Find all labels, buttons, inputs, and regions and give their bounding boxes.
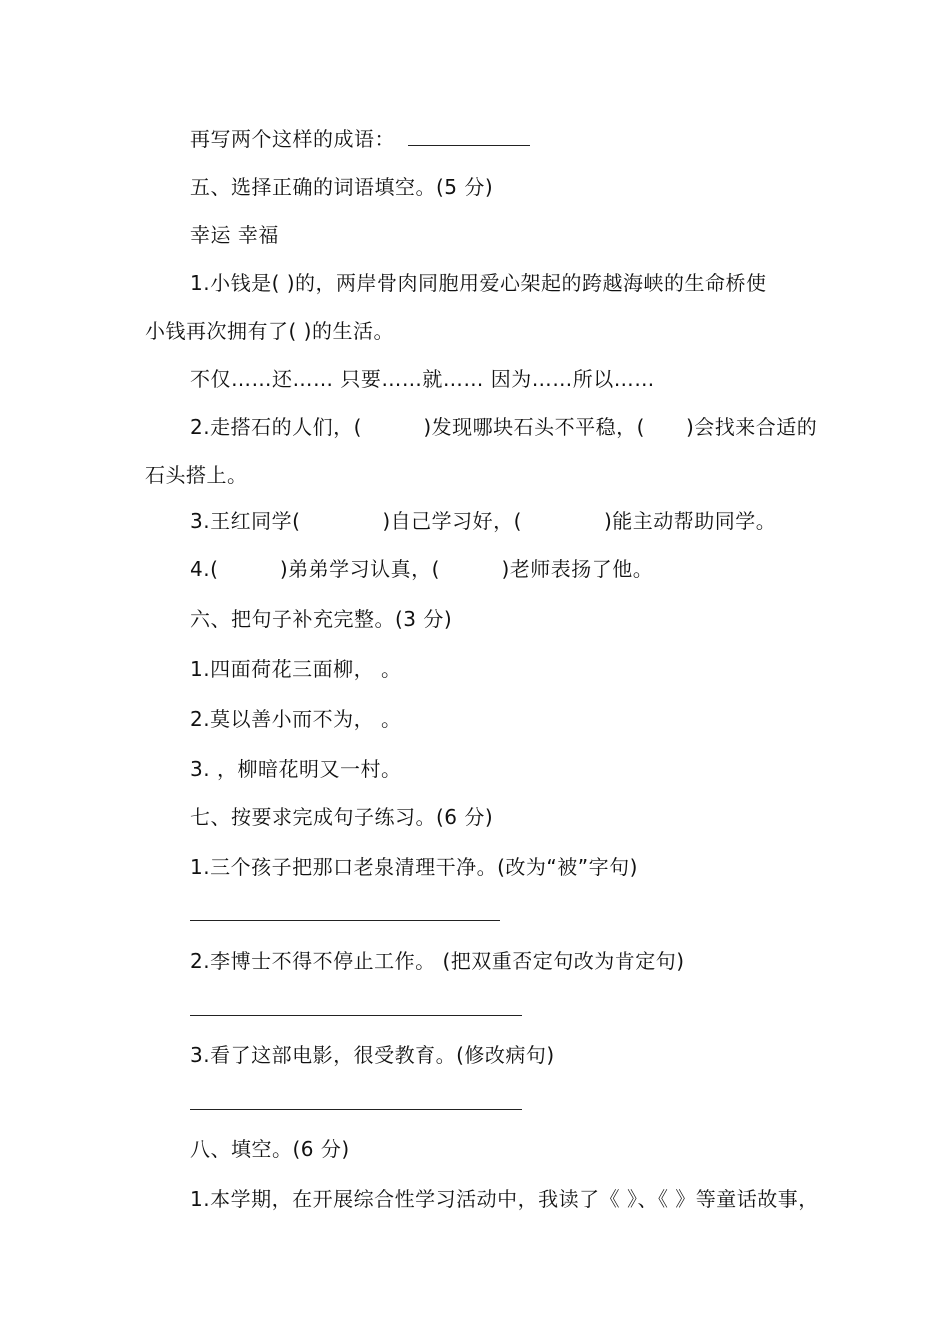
section-6-heading: 六、把句子补充完整。(3 分) (190, 607, 453, 631)
word-options-conjunctions: 不仅……还…… 只要……就…… 因为……所以…… (190, 367, 655, 391)
idiom-prompt-text: 再写两个这样的成语： (190, 127, 395, 151)
idiom-answer-blank[interactable] (408, 125, 530, 146)
question-5-1-line-2: 小钱再次拥有了( )的生活。 (145, 319, 394, 343)
question-5-1-line-1: 1.小钱是( )的，两岸骨肉同胞用爱心架起的跨越海峡的生命桥使 (190, 271, 767, 295)
question-5-4: 4.( )弟弟学习认真，( )老师表扬了他。 (190, 557, 654, 581)
question-5-2-line-1: 2.走搭石的人们，( )发现哪块石头不平稳，( )会找来合适的 (190, 415, 818, 439)
question-6-2: 2.莫以善小而不为， 。 (190, 707, 402, 731)
answer-line-7-2[interactable] (190, 1015, 522, 1016)
question-7-3: 3.看了这部电影，很受教育。(修改病句) (190, 1043, 555, 1067)
question-5-3: 3.王红同学( )自己学习好，( )能主动帮助同学。 (190, 509, 777, 533)
section-7-heading: 七、按要求完成句子练习。(6 分) (190, 805, 494, 829)
question-6-3: 3. ，柳暗花明又一村。 (190, 757, 402, 781)
section-5-heading: 五、选择正确的词语填空。(5 分) (190, 175, 494, 199)
answer-line-7-1[interactable] (190, 920, 500, 921)
idiom-prompt-line (190, 125, 530, 153)
question-7-2: 2.李博士不得不停止工作。 (把双重否定句改为肯定句) (190, 949, 685, 973)
question-6-1: 1.四面荷花三面柳， 。 (190, 657, 402, 681)
section-8-heading: 八、填空。(6 分) (190, 1137, 350, 1161)
question-5-2-line-2: 石头搭上。 (145, 463, 248, 487)
question-8-1-line-1: 1.本学期，在开展综合性学习活动中，我读了《 》、《 》等童话故事， (190, 1187, 819, 1211)
question-7-1: 1.三个孩子把那口老泉清理干净。(改为“被”字句) (190, 855, 638, 879)
answer-line-7-3[interactable] (190, 1109, 522, 1110)
word-options-fortune: 幸运 幸福 (190, 223, 279, 247)
